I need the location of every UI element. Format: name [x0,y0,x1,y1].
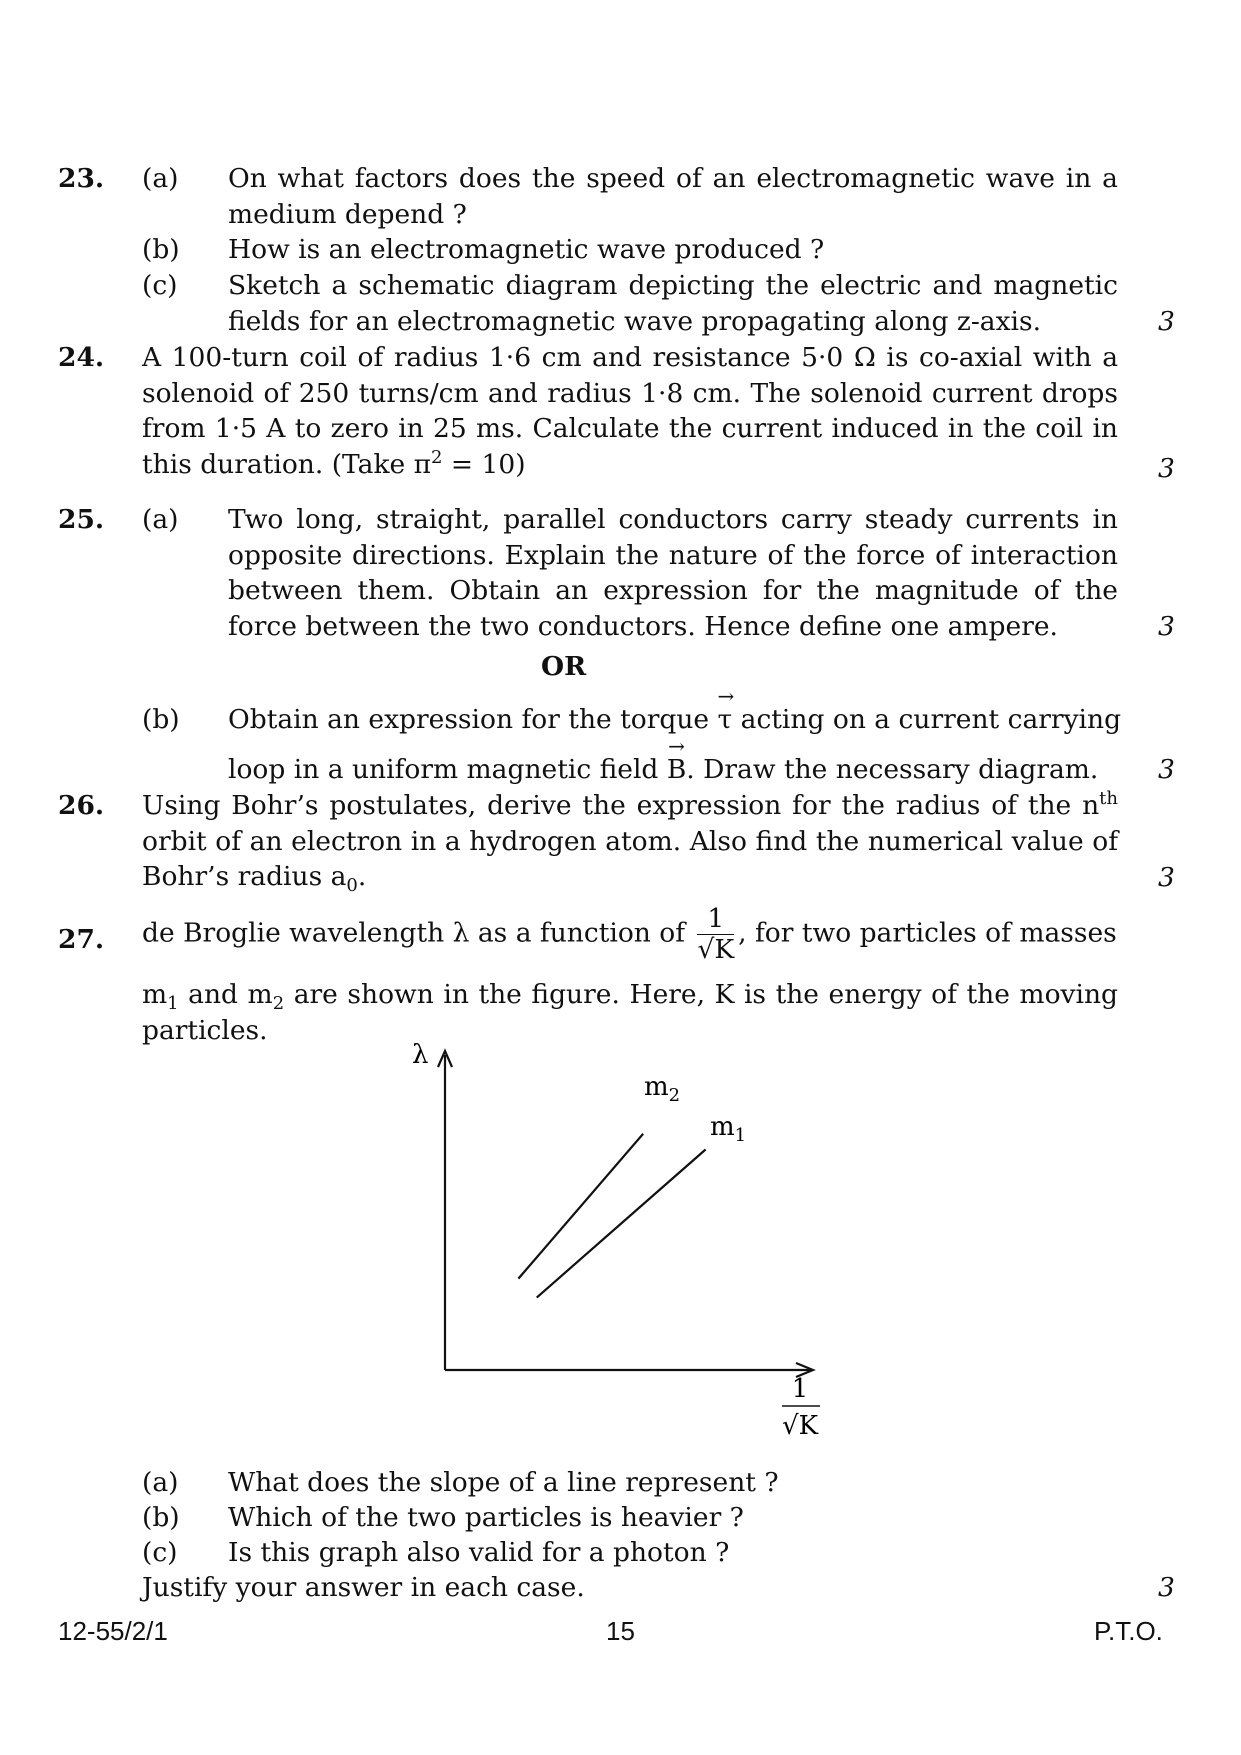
q25-b-marks: 3 [1158,754,1175,785]
q23-c-text: Sketch a schematic diagram depicting the electric and magnetic fields for an electromagnetic wave propagating along z-axis. [228,270,1118,337]
q26-text-main: Using Bohr’s postulates, derive the expression for the radius of the n [142,790,1100,821]
q27-fraction [697,904,734,965]
q23-a-label: (a) [142,163,179,194]
y-axis-label: λ [412,1040,429,1070]
b-symbol: B [666,754,687,785]
torque-vector [717,684,735,738]
q25-a-label: (a) [142,504,179,535]
paper-code: 12-55/2/1 [58,1616,168,1646]
or-separator: OR [541,651,587,682]
q27-marks: 3 [1158,1572,1175,1603]
q27-c-text: Is this graph also valid for a photon ? [228,1537,730,1568]
field-vector [666,734,687,788]
series-label-m1 [710,1112,746,1146]
q25-b-line2 [228,734,1099,788]
q24-text-main: A 100-turn coil of radius 1·6 cm and resistance 5·0 Ω is co-axial with a solenoid of 250 turns/cm and radius 1·8 cm. The solenoid current drops from 1·5 A to zero in 25 ms. Calculate the current induced in the coil in this duration. (Take π [142,342,1118,480]
de-broglie-graph [400,1035,840,1455]
fraction-numerator: 1 [697,904,734,935]
torque-arrow: → [717,684,735,708]
q27-b-text: Which of the two particles is heavier ? [228,1502,744,1533]
q27-sub2: 2 [272,993,285,1014]
q25-b-line1 [228,684,1122,738]
q25-b-line1-post: acting on a current carrying [732,704,1122,735]
q27-line1 [142,904,1117,965]
q27-a-label: (a) [142,1467,179,1498]
q24-text [142,340,1118,482]
q27-justify: Justify your answer in each case. [142,1572,585,1603]
q27-b-label: (b) [142,1502,180,1533]
page-number: 15 [606,1616,635,1646]
series-label-m2 [644,1072,680,1106]
q27-line1-pre: de Broglie wavelength λ as a function of [142,917,694,949]
q25-b-line2-post: . Draw the necessary diagram. [686,754,1099,785]
pto-label: P.T.O. [1094,1616,1163,1646]
q25-a-marks: 3 [1158,611,1175,642]
q23-marks: 3 [1158,306,1175,337]
q27-line2-mid: and m [178,979,273,1010]
q26-text-end: . [357,861,367,892]
q27-a-text: What does the slope of a line represent ? [228,1467,779,1498]
q25-a-text: Two long, straight, parallel conductors carry steady currents in opposite directions. Explain the nature of the force of interaction between them. Obtain an expression for the magnitude of the force between the two conductors. Hence define one ampere. [228,504,1118,642]
m1-sub: 1 [734,1125,747,1146]
q26-number: 26. [58,790,105,821]
fraction-denominator: √K [697,934,735,965]
q23-c-label: (c) [142,270,178,301]
q25-b-line1-pre: Obtain an expression for the torque [228,704,718,735]
q27-c-label: (c) [142,1537,178,1568]
field-arrow: → [668,734,685,758]
q26-text [142,788,1118,895]
q25-number: 25. [58,504,105,535]
q27-sub1: 1 [167,993,179,1014]
q24-sup: 2 [431,446,443,468]
q25-b-label: (b) [142,704,180,735]
q23-b-label: (b) [142,234,180,265]
tau-symbol: τ [717,704,733,735]
q23-number: 23. [58,163,105,194]
q23-a-text: On what factors does the speed of an electromagnetic wave in a medium depend ? [228,163,1118,230]
x-axis-label-numerator: 1 [791,1374,809,1404]
q23-b-text: How is an electromagnetic wave produced ? [228,234,825,265]
q25-b-line2-pre: loop in a uniform magnetic field [228,754,667,785]
m2-sub: 2 [668,1085,681,1106]
q26-sup: th [1099,788,1118,809]
q27-m: m [142,979,168,1010]
series-line-m1 [537,1150,706,1298]
q27-line1-post: , for two particles of masses [738,917,1117,949]
q24-number: 24. [58,342,105,373]
q26-sub: 0 [346,875,358,896]
q27-number: 27. [58,924,105,955]
q26-text-cont: orbit of an electron in a hydrogen atom. Also find the numerical value of Bohr’s radius a [142,825,1118,892]
q24-text-end: = 10) [442,448,526,480]
x-axis-label-denominator: √K [782,1411,818,1441]
q24-marks: 3 [1158,453,1175,484]
q26-marks: 3 [1158,862,1175,893]
q27-line2-post: are shown in the figure. Here, K is the energy of the moving particles. [142,979,1118,1046]
m2-base: m [644,1072,669,1102]
m1-base: m [710,1112,735,1142]
series-line-m2 [518,1134,643,1279]
